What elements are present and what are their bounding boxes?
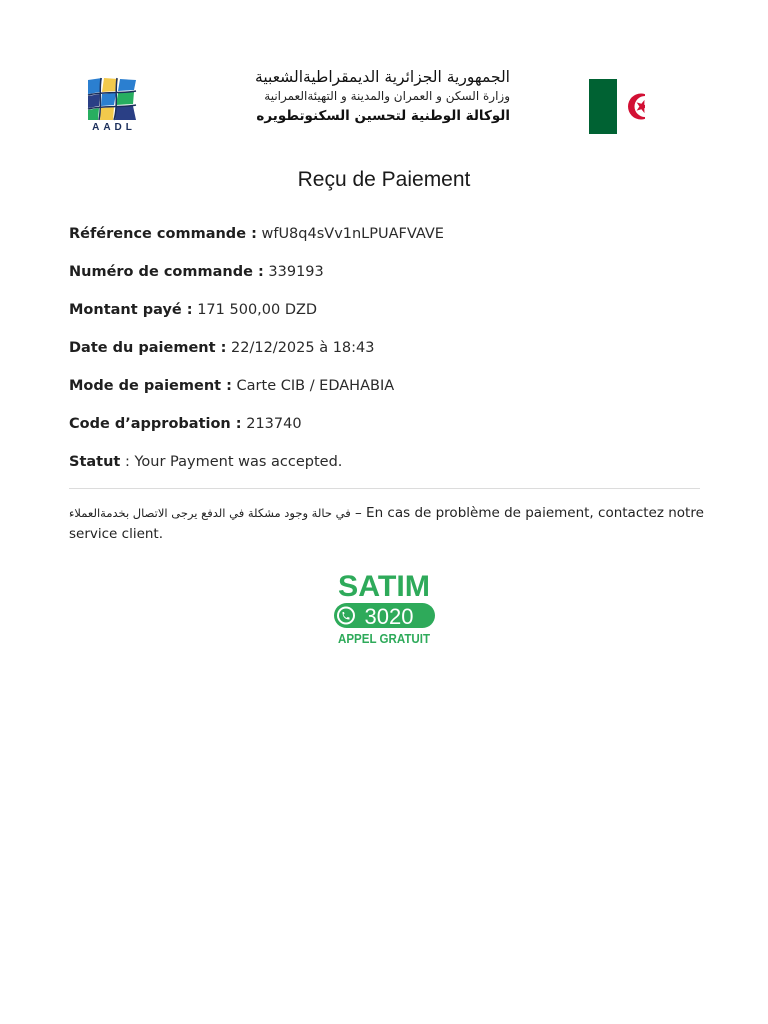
detail-label: Référence commande : — [69, 226, 257, 242]
institution-header — [200, 66, 510, 127]
detail-value: Carte CIB / EDAHABIA — [236, 378, 395, 394]
detail-row-reference — [69, 222, 709, 260]
aadl-logo-text: AADL — [92, 122, 136, 133]
detail-value: wfU8q4sVv1nLPUAFVAVE — [261, 226, 444, 242]
detail-row-amount — [69, 298, 709, 336]
detail-label: Mode de paiement : — [69, 378, 232, 394]
detail-row-status — [69, 450, 709, 488]
detail-value: : Your Payment was accepted. — [124, 454, 343, 470]
satim-name: SATIM — [338, 570, 430, 603]
phone-icon — [337, 607, 355, 625]
detail-row-payment-mode — [69, 374, 709, 412]
detail-row-approval-code — [69, 412, 709, 450]
detail-row-date — [69, 336, 709, 374]
detail-label: Montant payé : — [69, 302, 193, 318]
support-notice-french: En cas de problème de paiement, contactez notre service client. — [69, 505, 704, 542]
support-notice — [69, 503, 709, 545]
algeria-flag-icon — [589, 79, 645, 134]
support-notice-separator: – — [350, 505, 367, 521]
aadl-logo-mark — [84, 74, 144, 124]
satim-tagline: APPEL GRATUIT — [338, 632, 431, 646]
detail-label: Numéro de commande : — [69, 264, 264, 280]
page-title: Reçu de Paiement — [297, 168, 471, 191]
detail-row-order-number — [69, 260, 709, 298]
detail-label: Code d’approbation : — [69, 416, 242, 432]
detail-value: 339193 — [268, 264, 324, 280]
detail-value: 171 500,00 DZD — [197, 302, 318, 318]
section-divider — [69, 488, 700, 489]
support-notice-arabic: في حالة وجود مشكلة في الدفع يرجى الاتصال بخدمةالعملاء — [69, 506, 351, 520]
satim-number: 3020 — [364, 604, 414, 629]
detail-label: Statut — [69, 454, 121, 470]
satim-hotline-logo — [324, 566, 444, 650]
republic-name: الجمهورية الجزائرية الديمقراطيةالشعبية — [255, 68, 510, 86]
detail-label: Date du paiement : — [69, 340, 227, 356]
detail-value: 213740 — [246, 416, 302, 432]
detail-value: 22/12/2025 à 18:43 — [231, 340, 375, 356]
agency-name: الوكالة الوطنية لتحسين السكنوتطويره — [256, 108, 510, 124]
ministry-name: وزارة السكن و العمران والمدينة و التهيئةالعمرانية — [264, 89, 510, 103]
payment-details — [69, 222, 709, 488]
